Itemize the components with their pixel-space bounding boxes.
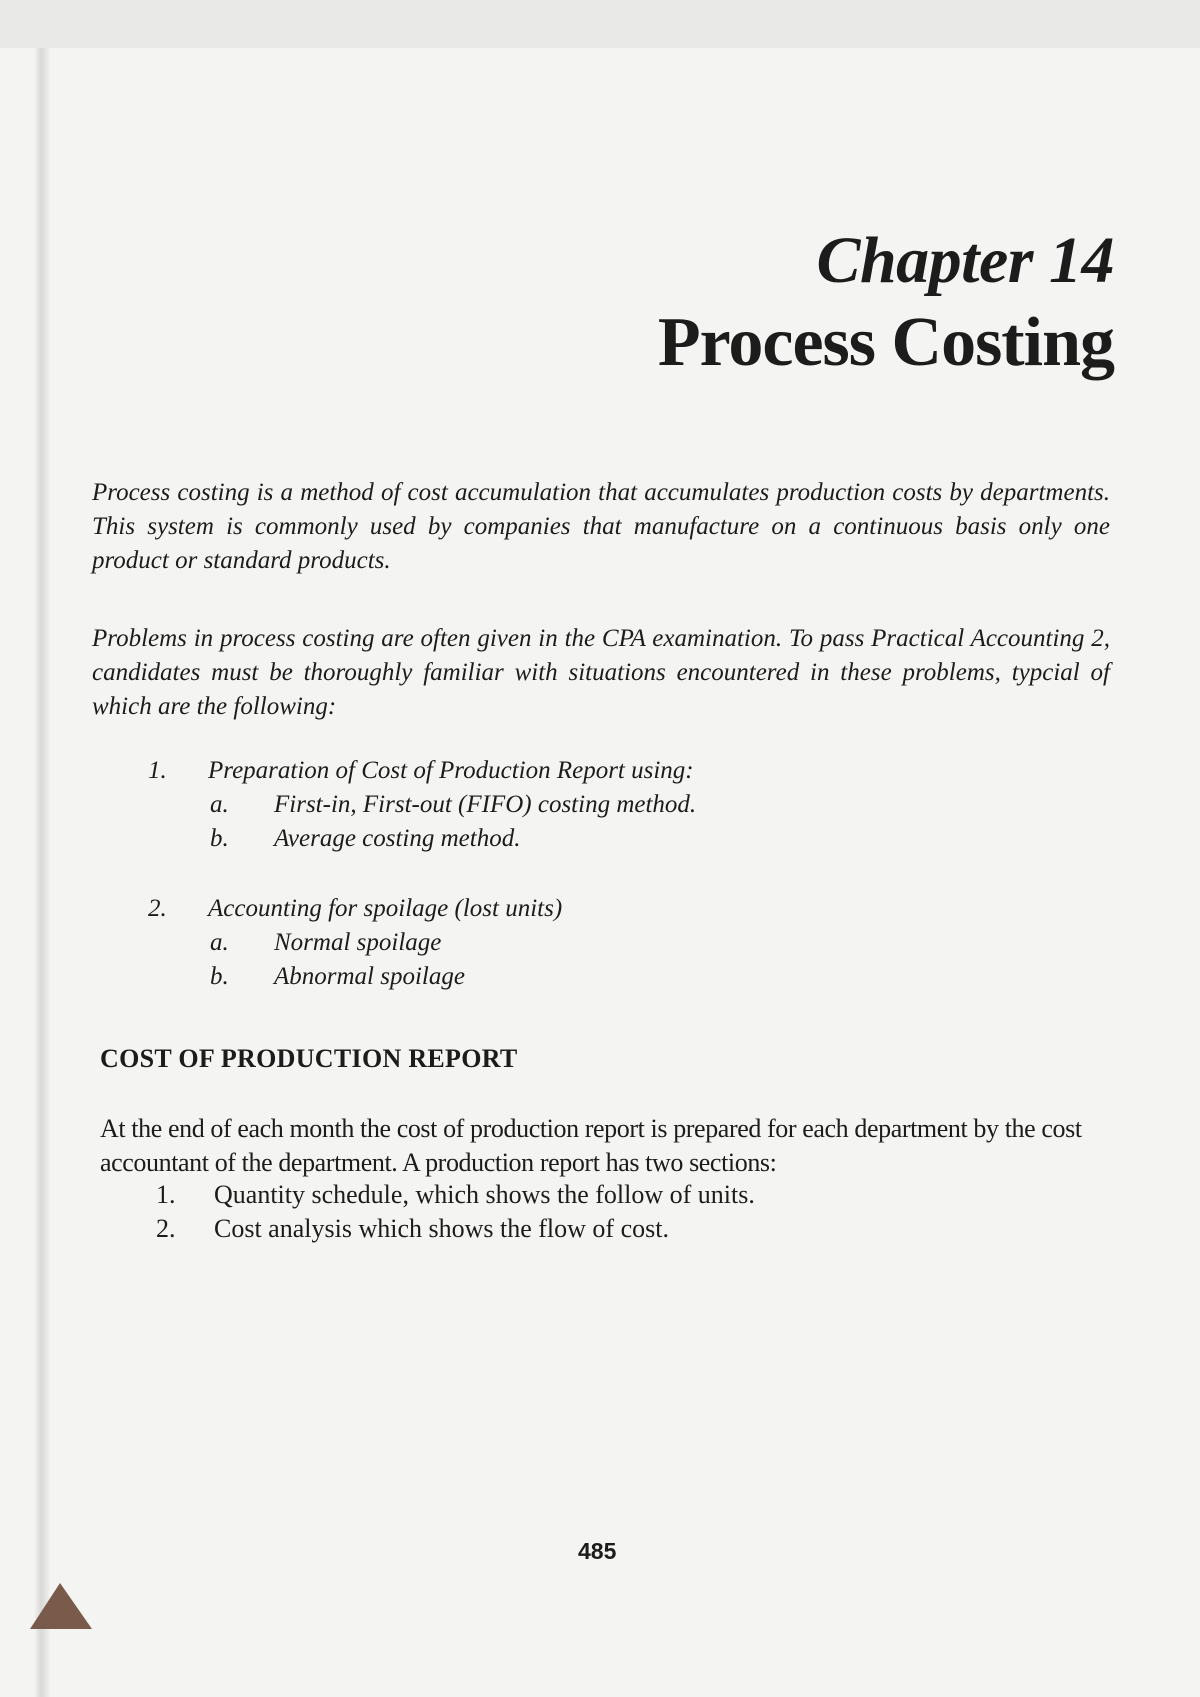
page-number: 485 — [578, 1538, 617, 1564]
intro-paragraph: Process costing is a method of cost accumulation that accumulates production costs by departments. This system is commonly used by companies that manufacture on a continuous basis only one product or standard products. — [92, 479, 1110, 574]
list-subitem-text: Abnormal spoilage — [274, 963, 465, 990]
book-page — [0, 48, 1200, 1697]
list-subitem-text: Normal spoilage — [274, 929, 442, 956]
chapter-title: Process Costing — [657, 304, 1114, 381]
section-list-text: Cost analysis which shows the flow of cost. — [214, 1214, 669, 1243]
page-binding-shadow — [34, 48, 50, 1697]
page-corner-fold — [30, 1583, 92, 1629]
list-item-number: 1. — [148, 757, 167, 784]
section-list-number: 2. — [156, 1214, 176, 1243]
list-subitem-letter: a. — [210, 929, 229, 956]
list-subitem-letter: b. — [210, 963, 229, 990]
list-subitem-letter: a. — [210, 791, 229, 818]
section-list-number: 1. — [156, 1180, 176, 1209]
section-body-paragraph: At the end of each month the cost of production report is prepared for each department by the cost accountant of the department. A production report has two sections: — [100, 1114, 1082, 1177]
list-subitem-letter: b. — [210, 825, 229, 852]
section-list-text: Quantity schedule, which shows the follow of units. — [214, 1180, 755, 1209]
section-heading: COST OF PRODUCTION REPORT — [100, 1044, 518, 1073]
list-subitem-text: First-in, First-out (FIFO) costing method. — [274, 791, 697, 818]
list-subitem-text: Average costing method. — [274, 825, 521, 852]
list-item-text: Accounting for spoilage (lost units) — [208, 895, 563, 922]
intro-paragraph: Problems in process costing are often given in the CPA examination. To pass Practical Accounting 2, candidates must be thoroughly familiar with situations encountered in these problems, typcial of which are the following: — [92, 625, 1110, 720]
list-item-number: 2. — [148, 895, 167, 922]
list-item-text: Preparation of Cost of Production Report using: — [208, 757, 694, 784]
chapter-number: Chapter 14 — [816, 224, 1114, 297]
